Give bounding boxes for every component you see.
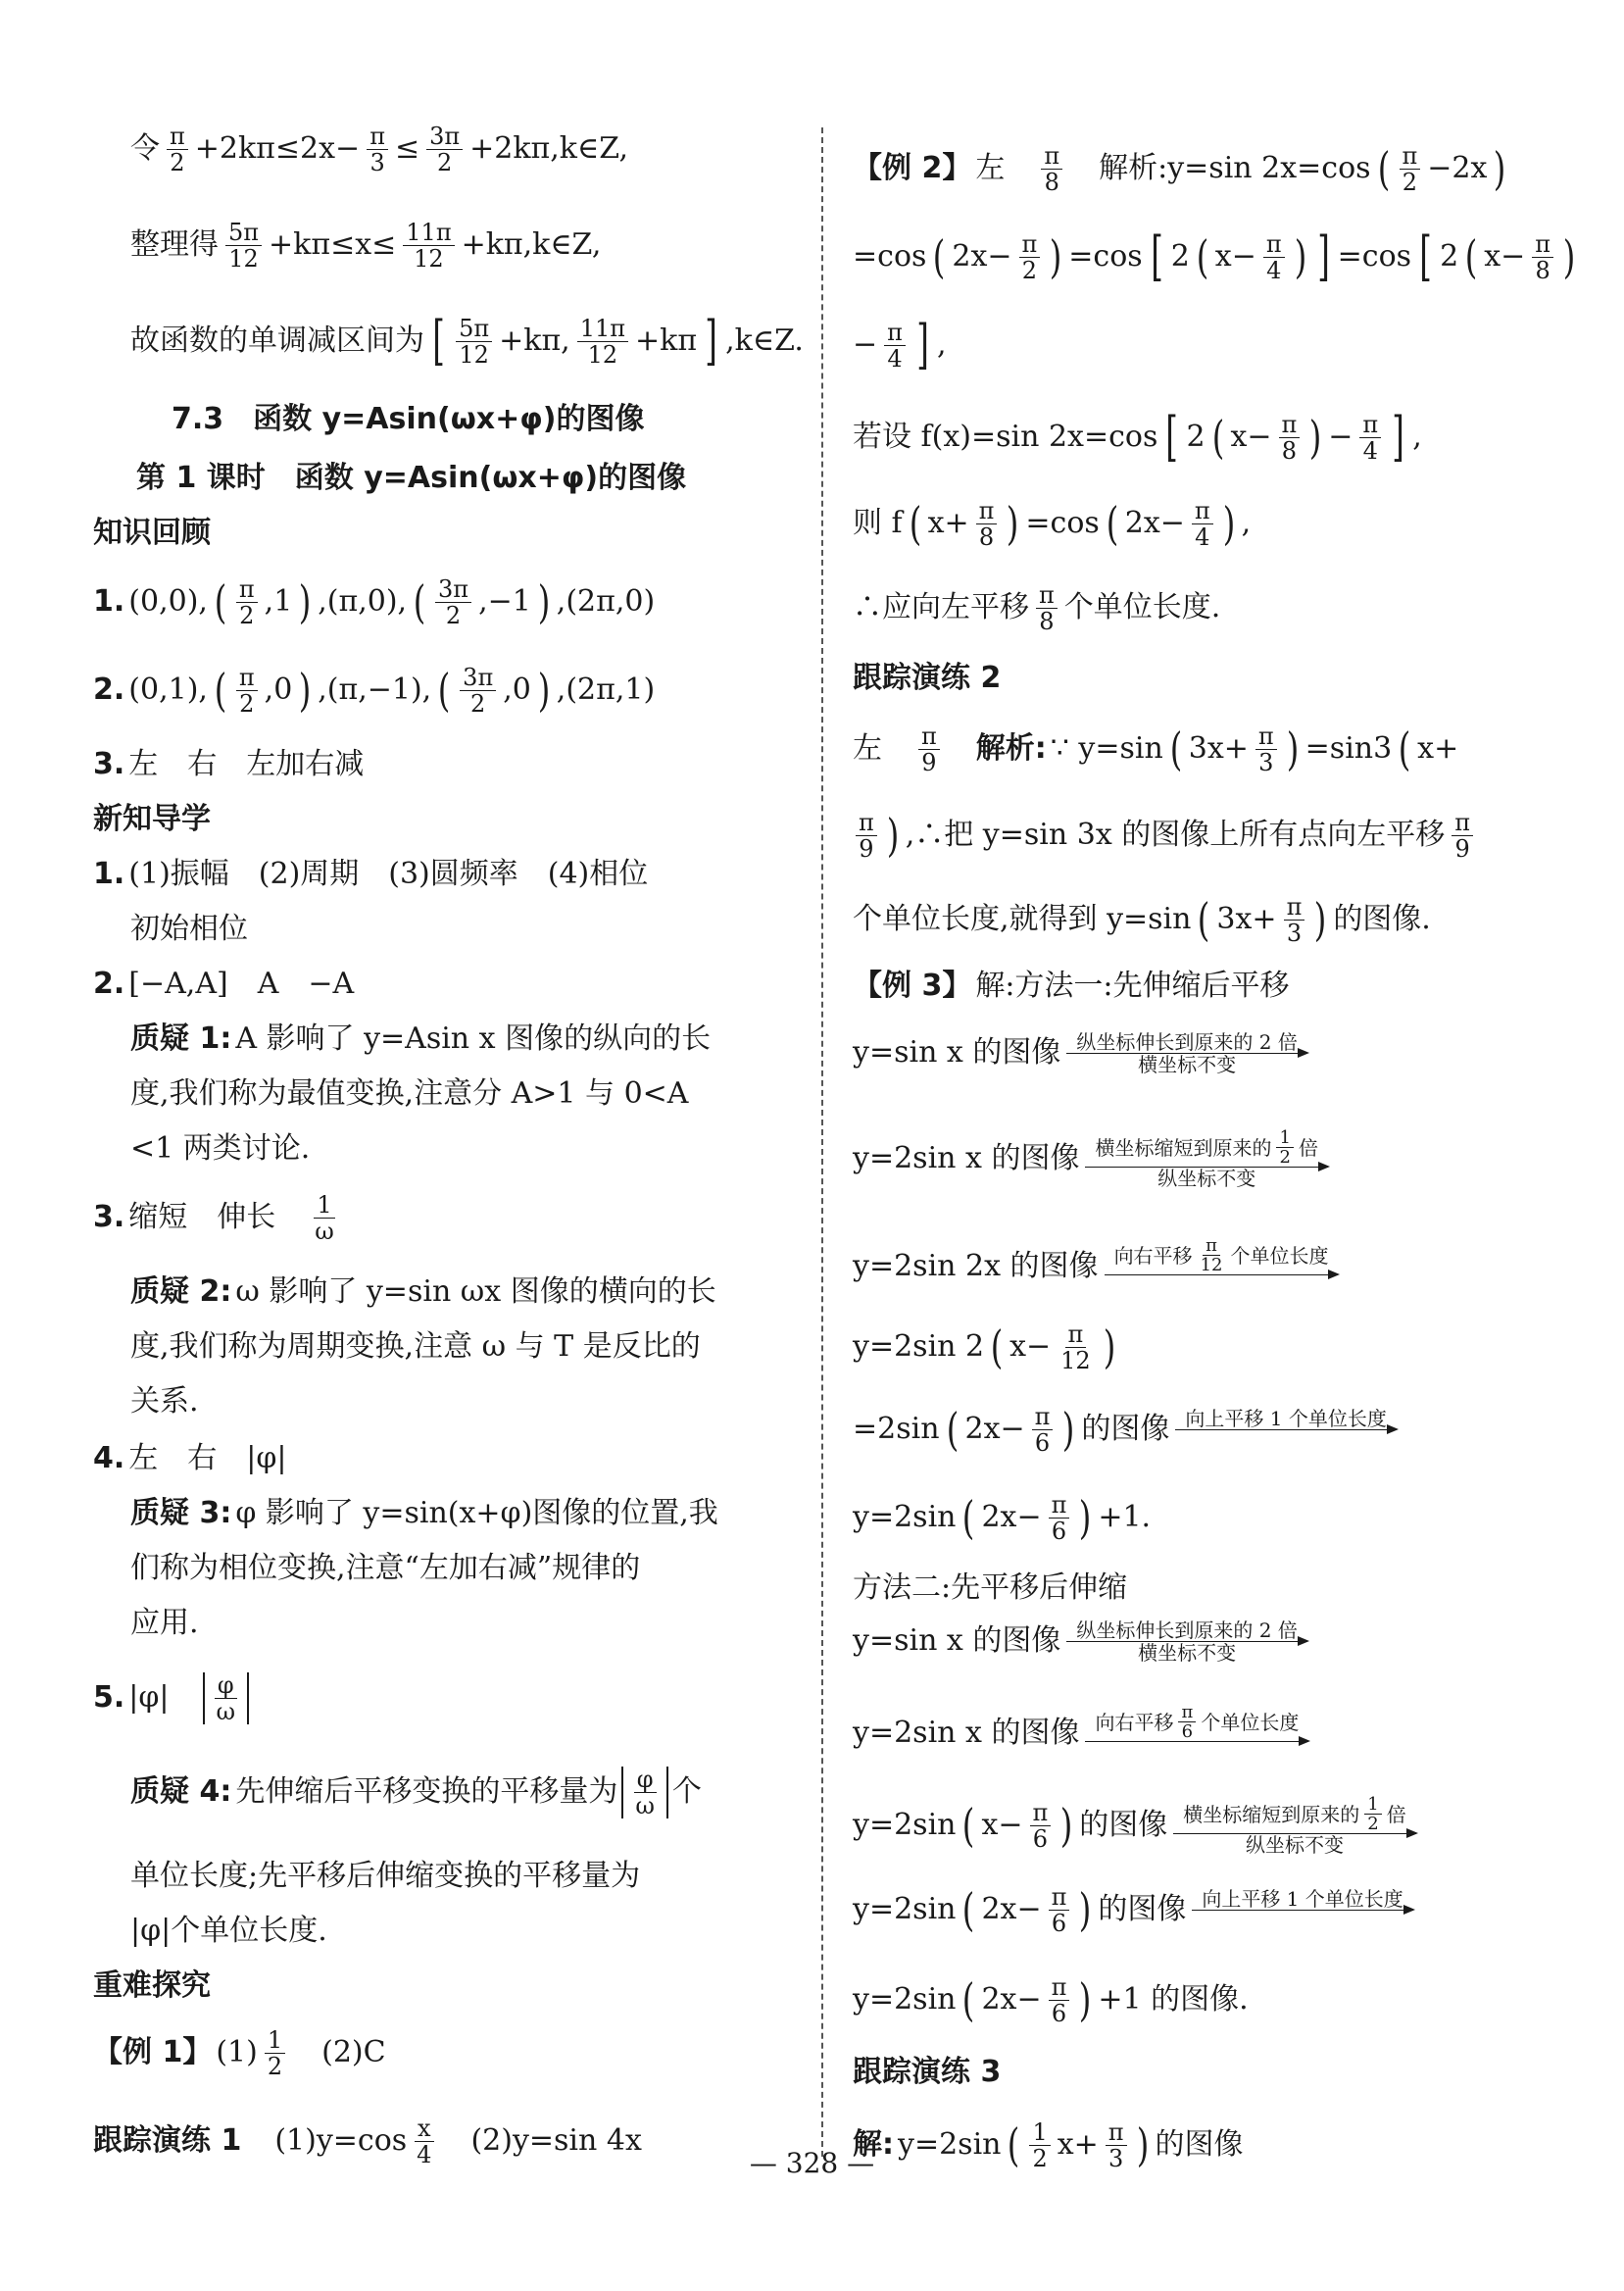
math-line: y=2sin ( 2x− $\frac{\pi}{6}$ ) +1. <box>853 1490 1152 1545</box>
answer-line: 3. 左 右 左加右减 <box>93 747 365 781</box>
text: 整理得 <box>130 227 219 262</box>
text-line <box>130 218 602 273</box>
fraction: $\frac{3\pi}{2}$ <box>426 124 463 175</box>
transform-arrow: 横坐标缩短到原来的 1 2 倍 纵坐标不变 <box>1173 1795 1415 1856</box>
transform-step: y=2sin x 的图像 向右平移 π 6 个单位长度 <box>853 1712 1308 1755</box>
fraction: 11π 12 <box>577 316 628 368</box>
transform-arrow: 纵坐标伸长到原来的 2 倍 横坐标不变 <box>1066 1619 1306 1664</box>
note-line: <1 两类讨论. <box>130 1131 311 1166</box>
heading: 新知导学 <box>93 802 211 836</box>
text: ,k∈Z. <box>725 324 804 358</box>
answer-line: 跟踪演练 1 (1)y=cos x 4 (2)y=sin 4x <box>93 2114 642 2168</box>
text: +kπ≤x≤ <box>269 227 397 262</box>
text: +kπ, <box>499 324 570 358</box>
text: 故函数的单调减区间为 <box>130 324 424 358</box>
note-line: 质疑 2: ω 影响了 y=sin ωx 图像的横向的长 <box>130 1274 716 1309</box>
fraction: π 2 <box>167 124 188 175</box>
transform-step: =2sin ( 2x− $\frac{\pi}{6}$ ) 的图像 向上平移 1 个单位长度 <box>853 1408 1397 1451</box>
answer-line: 1. (1)振幅 (2)周期 (3)圆频率 (4)相位 <box>93 857 649 891</box>
transform-step: y=2sin ( x− $\frac{\pi}{6}$ ) 的图像 横坐标缩短到原来的 1 2 倍 纵坐标不变 <box>853 1804 1416 1847</box>
column-divider <box>821 127 823 2157</box>
answer-line: 2. (0,1), ( π 2 ,0 ) ,(π,−1), ( 3π 2 ,0 ) ,(2π,1) <box>93 663 656 718</box>
answer-line: 5. |φ| $\frac{\varphi}{\omega}$ <box>93 1676 249 1719</box>
heading: 跟踪演练 2 <box>853 661 1002 695</box>
answer-line: 【例 1】 (1) 1 2 (2)C <box>93 2025 386 2080</box>
note-line: 质疑 3: φ 影响了 y=sin(x+φ)图像的位置,我 <box>130 1496 718 1530</box>
text: +kπ <box>635 324 698 358</box>
transform-arrow: 纵坐标伸长到原来的 2 倍 横坐标不变 <box>1066 1031 1306 1075</box>
text: +2kπ,k∈Z, <box>469 131 629 166</box>
fraction: $\frac{\pi}{3}$ <box>367 124 388 175</box>
note-line: 度,我们称为周期变换,注意 ω 与 T 是反比的 <box>130 1329 701 1364</box>
note-line: 应用. <box>130 1606 199 1640</box>
answer-line: 3. 缩短 伸长 1 ω <box>93 1190 334 1245</box>
note-line: |φ|个单位长度. <box>130 1914 327 1948</box>
text: ≤ <box>394 131 420 166</box>
math-line: 若设 f(x)=sin 2x=cos [ 2 ( x− $\frac{\pi}{8}$ ) − $\frac{\pi}{4}$ ] , <box>853 406 1422 468</box>
note-line: 度,我们称为最值变换,注意分 A>1 与 0<A <box>130 1076 689 1111</box>
answer-line: 1. (0,0), ( π 2 ,1 ) ,(π,0), ( 3π 2 ,−1 ) ,(2π,0) <box>93 574 656 629</box>
math-line: − $\frac{\pi}{4}$ ] , <box>853 314 947 375</box>
answer-line: 左 π 9 解析: ∵ y=sin ( 3x+ $\frac{\pi}{3}$ ) =sin3 ( x+ <box>853 722 1459 776</box>
fraction: 5π 12 <box>225 220 262 272</box>
transform-arrow: 横坐标缩短到原来的 1 2 倍 纵坐标不变 <box>1085 1128 1327 1189</box>
math-line: 则 f ( x+ $\frac{\pi}{8}$ ) =cos ( 2x− $\frac{\pi}{4}$ ) , <box>853 496 1252 551</box>
note-line: 们称为相位变换,注意“左加右减”规律的 <box>130 1551 641 1585</box>
lesson-title: 第 1 课时 函数 y=Asin(ωx+φ)的图像 <box>136 461 687 495</box>
math-line: y=2sin 2 ( x− $\frac{\pi}{12}$ ) <box>853 1320 1115 1374</box>
fraction: $\frac{11\pi}{12}$ <box>403 220 454 272</box>
answer-line: 4. 左 右 |φ| <box>93 1441 287 1475</box>
transform-step: y=sin x 的图像 纵坐标伸长到原来的 2 倍 横坐标不变 <box>853 1031 1307 1074</box>
text: +2kπ≤2x− <box>194 131 361 166</box>
bracket: ] <box>705 310 717 372</box>
answer-line: 【例 3】 解:方法一:先伸缩后平移 <box>853 969 1290 1003</box>
note-line: 单位长度;先平移后伸缩变换的平移量为 <box>130 1859 641 1893</box>
math-line: 个单位长度,就得到 y=sin ( 3x+ $\frac{\pi}{3}$ ) 的图像. <box>853 892 1431 947</box>
text-line <box>130 122 629 176</box>
text-line <box>130 310 804 372</box>
math-line: ∴应向左平移 π 8 个单位长度. <box>853 580 1221 635</box>
bracket: [ <box>432 310 445 372</box>
answer-line: 2. [−A,A] A −A <box>93 967 355 1001</box>
transform-arrow: 向右平移 π 6 个单位长度 <box>1085 1703 1308 1764</box>
transform-arrow: 向上平移 1 个单位长度 <box>1192 1888 1412 1932</box>
answer-line: 【例 2】 左 π 8 解析:y=sin 2x=cos ( π 2 −2x ) <box>853 141 1506 196</box>
math-line: π 9 ) ,∴把 y=sin 3x 的图像上所有点向左平移 π 9 <box>853 814 1476 857</box>
note-line: 质疑 4: 先伸缩后平移变换的平移量为 $\frac{\varphi}{\omega}$ 个 <box>130 1765 702 1819</box>
transform-step: y=2sin ( 2x− $\frac{\pi}{6}$ ) 的图像 向上平移 1 个单位长度 <box>853 1888 1413 1931</box>
transform-step: y=2sin 2x 的图像 向右平移 π 12 个单位长度 <box>853 1245 1338 1288</box>
note-line: 质疑 1: A 影响了 y=Asin x 图像的纵向的长 <box>130 1021 712 1056</box>
heading: 重难探究 <box>93 1968 211 2003</box>
section-title: 7.3 函数 y=Asin(ωx+φ)的图像 <box>172 402 645 436</box>
heading: 跟踪演练 3 <box>853 2055 1002 2089</box>
text: +kπ,k∈Z, <box>461 227 602 262</box>
transform-arrow: 向上平移 1 个单位长度 <box>1175 1408 1396 1452</box>
fraction: 5π 12 <box>456 316 492 368</box>
text: 令 <box>130 131 160 166</box>
answer-line: 初始相位 <box>130 912 248 946</box>
note-line: 关系. <box>130 1384 199 1419</box>
answer-line: 方法二:先平移后伸缩 <box>853 1570 1128 1605</box>
math-line: y=2sin ( 2x− $\frac{\pi}{6}$ ) +1 的图像. <box>853 1972 1249 2027</box>
math-line: =cos ( 2x− $\frac{\pi}{2}$ ) =cos [ 2 ( x− $\frac{\pi}{4}$ ) ] =cos [ 2 ( x− $\frac{\pi}{8}$ ) <box>853 225 1576 287</box>
transform-arrow: 向右平移 π 12 个单位长度 <box>1105 1236 1339 1297</box>
transform-step: y=2sin x 的图像 横坐标缩短到原来的 1 2 倍 纵坐标不变 <box>853 1137 1328 1180</box>
heading: 知识回顾 <box>93 516 211 550</box>
transform-step: y=sin x 的图像 纵坐标伸长到原来的 2 倍 横坐标不变 <box>853 1619 1307 1663</box>
answer-line: 解: y=2sin ( 1 2 x+ $\frac{\pi}{3}$ ) 的图像 <box>853 2117 1244 2172</box>
page-number: — 328 — <box>749 2147 875 2179</box>
